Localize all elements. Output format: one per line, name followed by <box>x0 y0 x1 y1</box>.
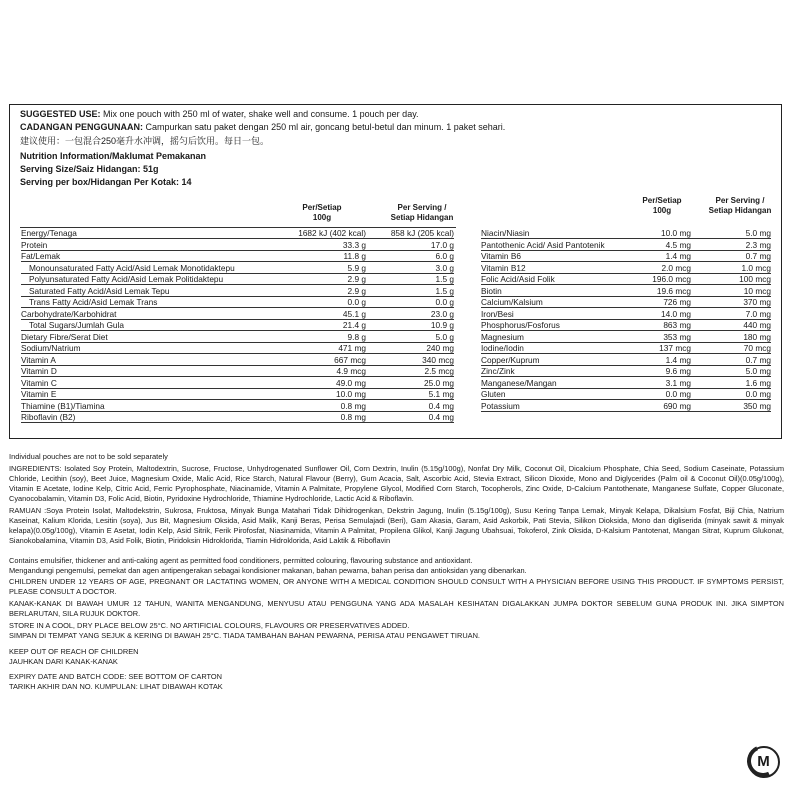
value-per-100g: 19.6 mcg <box>656 285 691 296</box>
cadangan-label: CADANGAN PENGGUNAAN: <box>20 122 143 132</box>
nutrient-row <box>481 286 771 297</box>
nutrient-row <box>481 263 771 274</box>
value-per-100g: 1682 kJ (402 kcal) <box>298 228 366 238</box>
value-per-100g: 353 mg <box>663 331 691 342</box>
value-per-100g: 33.3 g <box>342 239 366 250</box>
nutrient-row <box>21 355 454 366</box>
nutrient-row <box>481 389 771 400</box>
value-per-100g: 471 mg <box>338 343 366 353</box>
right-col-per100-header <box>622 196 702 216</box>
contains-my: Mengandungi pengemulsi, pemekat dan agen antipengerakan sebagai kondisioner makanan, bahan pewarna, bahan perisa dan antioksidan yang dibenarkan. <box>9 566 527 575</box>
nutrient-name: Vitamin A <box>21 354 56 365</box>
nutrient-row <box>481 401 771 412</box>
nutrient-name: Folic Acid/Asid Folik <box>481 274 555 284</box>
nutrient-row <box>21 297 454 308</box>
nutrient-name: Total Sugars/Jumlah Gula <box>29 320 125 330</box>
nutrient-name: Fat/Lemak <box>21 251 61 261</box>
nutrient-name: Vitamin C <box>21 377 57 388</box>
suggested-use <box>20 109 419 120</box>
col-header-line: Setiap Hidangan <box>390 213 454 222</box>
value-per-serving: 440 mg <box>743 320 771 330</box>
cadangan-text: Campurkan satu paket dengan 250 ml air, goncang betul-betul dan minum. 1 paket sehari. <box>143 122 506 132</box>
nutrient-name: Biotin <box>481 285 502 296</box>
reach-warning-my: JAUHKAN DARI KANAK-KANAK <box>9 657 118 666</box>
col-header-line: 100g <box>652 206 672 215</box>
row-rule <box>481 411 771 412</box>
nutrient-name: Iodine/Iodin <box>481 343 524 353</box>
nutrient-row <box>21 286 454 297</box>
value-per-100g: 1.4 mg <box>665 251 691 261</box>
value-per-100g: 0.8 mg <box>340 412 366 422</box>
nutrient-name: Pantothenic Acid/ Asid Pantotenik <box>481 239 605 250</box>
value-per-serving: 0.4 mg <box>428 400 454 411</box>
nutrient-row <box>21 240 454 251</box>
value-per-100g: 0.8 mg <box>340 400 366 411</box>
nutrient-name: Riboflavin (B2) <box>21 412 76 422</box>
value-per-100g: 196.0 mcg <box>652 274 691 284</box>
value-per-serving: 2.3 mg <box>745 239 771 250</box>
value-per-serving: 0.4 mg <box>428 412 454 422</box>
nutrient-row <box>21 274 454 285</box>
nutrient-name: Potassium <box>481 400 520 411</box>
suggested-use-text: Mix one pouch with 250 ml of water, shake well and consume. 1 pouch per day. <box>100 109 419 119</box>
ingredients-en: INGREDIENTS: Isolated Soy Protein, Maltodextrin, Sucrose, Fructose, Unhydrogenated Sunflower Oil, Corn Dextrin, Inulin (5.15g/100g), Nonfat Dry Milk, Coconut Oil, Dicalcium Phosphate, Chia Seed, Sodium Caseinate, Potassium Chloride, Lecithin (soy), Beet Juice, Magnesium Oxide, Malic Acid, Rice Starch, Natural Flavour (Berry), Gum Acacia, Salt, Ascorbic Acid, Stevia Extract, Silicon Dioxide, Mono and Diglycerides (Palm oil & Coconut Oil)(0.05g/100g), Vitamin E Acetate, Iodine Kelp, Citric Acid, Ferric Pyrophosphate, Niacinamide, Vitamin A Palmitate, Propylene Glycol, Modified Corn Starch, Tocopherols, Zinc Oxide, D-Calcium Pantothenate, Manganese Sulfate, Copper Gluconate, Cyanocobalamin, Vitamin D3, Folic Acid, Biotin, Pyridoxine Hydrochloride, Thiamine Hydrochloride, Lactic Acid & Riboflavin. <box>9 464 784 503</box>
m-logo-icon <box>748 746 780 778</box>
value-per-100g: 863 mg <box>663 320 691 330</box>
value-per-serving: 25.0 mg <box>424 377 454 388</box>
value-per-serving: 7.0 mg <box>745 308 771 319</box>
col-header-line: Per/Setiap <box>642 196 682 205</box>
nutrient-name: Dietary Fibre/Serat Diet <box>21 331 108 342</box>
logo-letter: M <box>757 753 770 770</box>
value-per-100g: 5.9 g <box>347 262 366 273</box>
right-col-perserving-header <box>700 196 780 216</box>
nutrient-name: Calcium/Kalsium <box>481 297 543 307</box>
value-per-serving: 17.0 g <box>430 239 454 250</box>
nutrient-name: Saturated Fatty Acid/Asid Lemak Tepu <box>29 285 170 296</box>
col-header-line: Setiap Hidangan <box>708 206 772 215</box>
nutrient-name: Gluten <box>481 389 506 399</box>
nutrient-row <box>481 309 771 320</box>
nutrient-row <box>21 332 454 343</box>
serving-per-box: Serving per box/Hidangan Per Kotak: 14 <box>20 177 192 187</box>
value-per-serving: 0.0 g <box>435 297 454 307</box>
children-warning-my: KANAK-KANAK DI BAWAH UMUR 12 TAHUN, WANITA MENGANDUNG, MENYUSU ATAU PENGGUNA YANG ADA MASALAH KESIHATAN DIGALAKKAN JUMPA DOKTOR SEBELUM GUNA PRODUK INI. JIKA SIMPTON BERLARUTAN, SILA RUJUK DOKTOR. <box>9 599 784 618</box>
row-rule <box>21 422 454 423</box>
value-per-serving: 350 mg <box>743 400 771 411</box>
value-per-100g: 2.9 g <box>347 285 366 296</box>
value-per-100g: 4.5 mg <box>665 239 691 250</box>
nutrient-row <box>21 343 454 354</box>
col-header-line: Per/Setiap <box>302 203 342 212</box>
value-per-100g: 14.0 mg <box>661 308 691 319</box>
value-per-serving: 100 mcg <box>739 274 771 284</box>
nutrient-row <box>481 228 771 239</box>
children-warning-en: CHILDREN UNDER 12 YEARS OF AGE, PREGNANT OR LACTATING WOMEN, OR ANYONE WITH A MEDICAL CONDITION SHOULD CONSULT WITH A PHYSICIAN BEFORE USING THIS PRODUCT. IF SYMPTOMS PERSIST, PLEASE CONSULT A DOCTOR. <box>9 577 784 596</box>
nutrient-row <box>481 366 771 377</box>
nutrient-row <box>481 274 771 285</box>
value-per-serving: 5.0 mg <box>745 366 771 376</box>
nutrient-row <box>21 228 454 239</box>
value-per-serving: 180 mg <box>743 331 771 342</box>
nutrient-row <box>481 378 771 389</box>
nutrient-row <box>21 366 454 377</box>
nutrient-name: Vitamin B12 <box>481 262 526 273</box>
nutrient-row <box>481 297 771 308</box>
nutrient-row <box>21 412 454 423</box>
value-per-serving: 1.0 mcg <box>741 262 771 273</box>
value-per-serving: 5.1 mg <box>428 389 454 399</box>
value-per-serving: 1.5 g <box>435 274 454 284</box>
value-per-serving: 0.7 mg <box>745 251 771 261</box>
nutrient-row <box>481 332 771 343</box>
contains-en: Contains emulsifier, thickener and anti-caking agent as permitted food conditioners, permitted colouring, flavouring substance and antioxidant. <box>9 556 473 565</box>
value-per-100g: 21.4 g <box>342 320 366 330</box>
left-col-perserving-header <box>378 203 466 223</box>
value-per-serving: 3.0 g <box>435 262 454 273</box>
nutrient-name: Energy/Tenaga <box>21 228 77 238</box>
value-per-serving: 0.7 mg <box>745 354 771 365</box>
nutrient-name: Magnesium <box>481 331 524 342</box>
value-per-100g: 2.0 mcg <box>661 262 691 273</box>
value-per-100g: 9.8 g <box>347 331 366 342</box>
value-per-serving: 23.0 g <box>430 308 454 319</box>
value-per-serving: 70 mcg <box>743 343 771 353</box>
nutrient-row <box>21 309 454 320</box>
nutrient-row <box>481 343 771 354</box>
col-header-line: Per Serving / <box>397 203 447 212</box>
value-per-100g: 3.1 mg <box>665 377 691 388</box>
nutrient-row <box>21 263 454 274</box>
nutrient-row <box>481 251 771 262</box>
nutrient-name: Sodium/Natrium <box>21 343 81 353</box>
value-per-100g: 49.0 mg <box>336 377 366 388</box>
value-per-serving: 2.5 mcg <box>424 366 454 376</box>
value-per-100g: 10.0 mg <box>336 389 366 399</box>
suggested-use-label: SUGGESTED USE: <box>20 109 101 119</box>
col-header-line: Per Serving / <box>715 196 765 205</box>
value-per-100g: 667 mcg <box>334 354 366 365</box>
nutrient-name: Protein <box>21 239 48 250</box>
serving-size: Serving Size/Saiz Hidangan: 51g <box>20 164 159 174</box>
nutrient-name: Vitamin E <box>21 389 57 399</box>
nutrition-title: Nutrition Information/Maklumat Pemakanan <box>20 151 207 161</box>
storage-en: STORE IN A COOL, DRY PLACE BELOW 25°C. NO ARTIFICIAL COLOURS, FLAVOURS OR PRESERVATIVES ADDED. <box>9 621 410 630</box>
value-per-serving: 858 kJ (205 kcal) <box>390 228 454 238</box>
value-per-100g: 10.0 mg <box>661 228 691 238</box>
nutrient-name: Iron/Besi <box>481 308 514 319</box>
nutrient-row <box>21 389 454 400</box>
value-per-serving: 370 mg <box>743 297 771 307</box>
nutrient-row <box>481 355 771 366</box>
value-per-100g: 2.9 g <box>347 274 366 284</box>
nutrient-name: Zinc/Zink <box>481 366 515 376</box>
left-col-per100-header <box>282 203 362 223</box>
nutrient-name: Vitamin B6 <box>481 251 521 261</box>
value-per-serving: 0.0 mg <box>745 389 771 399</box>
value-per-100g: 0.0 mg <box>665 389 691 399</box>
nutrient-row <box>21 320 454 331</box>
nutrient-row <box>21 251 454 262</box>
nutrient-name: Copper/Kuprum <box>481 354 540 365</box>
nutrient-name: Vitamin D <box>21 366 57 376</box>
nutrient-name: Monounsaturated Fatty Acid/Asid Lemak Monotidaktepu <box>29 262 235 273</box>
value-per-100g: 1.4 mg <box>665 354 691 365</box>
expiry-en: EXPIRY DATE AND BATCH CODE: SEE BOTTOM OF CARTON <box>9 672 222 681</box>
nutrient-name: Thiamine (B1)/Tiamina <box>21 400 105 411</box>
value-per-serving: 5.0 g <box>435 331 454 342</box>
nutrient-row <box>21 401 454 412</box>
value-per-serving: 6.0 g <box>435 251 454 261</box>
value-per-100g: 690 mg <box>663 400 691 411</box>
col-header-line: 100g <box>312 213 332 222</box>
reach-warning-en: KEEP OUT OF REACH OF CHILDREN <box>9 647 139 656</box>
cadangan-penggunaan <box>20 122 505 133</box>
value-per-100g: 0.0 g <box>347 297 366 307</box>
value-per-100g: 11.8 g <box>343 251 366 261</box>
pouch-note: Individual pouches are not to be sold separately <box>9 452 168 461</box>
nutrient-row <box>481 320 771 331</box>
value-per-100g: 4.9 mcg <box>336 366 366 376</box>
value-per-serving: 1.6 mg <box>745 377 771 388</box>
ingredients-my: RAMUAN :Soya Protein Isolat, Maltodekstrin, Sukrosa, Fruktosa, Minyak Bunga Matahari Tidak Dihidrogenkan, Dekstrin Jagung, Inulin (5.15g/100g), Susu Kering Tanpa Lemak, Minyak Kelapa, Dikalsium Fosfat, Biji Chia, Natrium Kaseinat, Kalium Klorida, Lesitin (soya), Jus Bit, Magnesium Oksida, Asid Malik, Kanji Beras, Perisa Semulajadi (Beri), Gam Akasia, Garam, Asid Askorbik, Pati Stevia, Silikon Dioksida, Mono dan digliserida (minyak sawit & minyak kelapa)(0.05g/100g), Vitamin E Asetat, Iodin Kelp, Asid Sitrik, Ferik Pirofosfat, Niasinamida, Vitamin A Palmitat, Propilena Glikol, Kanji Jagung Ubahsuai, Tokoferol, Zink Oksida, D-Kalsium Pantotenat, Mangan Sitrat, Kuprum Glukonat, Sianokobalamina, Vitamin D3, Asid Folik, Biotin, Piridoksin Hidroklorida, Tiamin Hidroklorida, Asid Laktik & Riboflavin <box>9 506 784 545</box>
value-per-serving: 5.0 mg <box>745 228 771 238</box>
nutrient-name: Polyunsaturated Fatty Acid/Asid Lemak Politidaktepu <box>29 274 224 284</box>
nutrient-name: Phosphorus/Fosforus <box>481 320 560 330</box>
value-per-serving: 340 mcg <box>422 354 454 365</box>
value-per-100g: 45.1 g <box>342 308 366 319</box>
nutrient-name: Manganese/Mangan <box>481 377 557 388</box>
nutrient-row <box>21 378 454 389</box>
nutrient-row <box>481 240 771 251</box>
value-per-serving: 10 mcg <box>743 285 771 296</box>
nutrient-name: Carbohydrate/Karbohidrat <box>21 308 117 319</box>
nutrient-name: Trans Fatty Acid/Asid Lemak Trans <box>29 297 158 307</box>
value-per-100g: 137 mcg <box>659 343 691 353</box>
chinese-instructions: 建议使用：一包混合250毫升水冲调，摇匀后饮用。每日一包。 <box>20 136 270 146</box>
value-per-serving: 1.5 g <box>435 285 454 296</box>
value-per-serving: 240 mg <box>426 343 454 353</box>
nutrient-name: Niacin/Niasin <box>481 228 530 238</box>
storage-my: SIMPAN DI TEMPAT YANG SEJUK & KERING DI BAWAH 25°C. TIADA TAMBAHAN BAHAN PEWARNA, PERISA ATAU PENGAWET TIRUAN. <box>9 631 480 640</box>
value-per-100g: 9.6 mg <box>665 366 691 376</box>
value-per-serving: 10.9 g <box>430 320 454 330</box>
value-per-100g: 726 mg <box>663 297 691 307</box>
expiry-my: TARIKH AKHIR DAN NO. KUMPULAN: LIHAT DIBAWAH KOTAK <box>9 682 223 691</box>
